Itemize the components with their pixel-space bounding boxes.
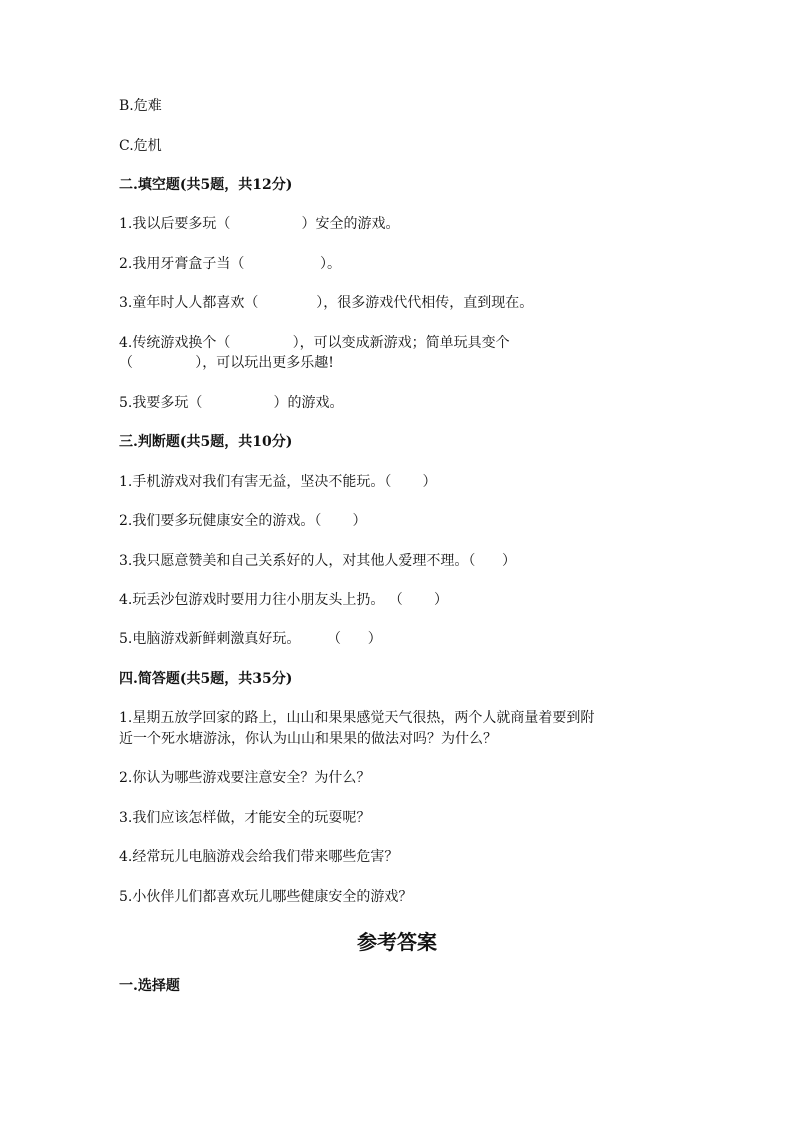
fill-blank-question-3: 3.童年时人人都喜欢（ ），很多游戏代代相传，直到现在。 bbox=[119, 295, 534, 311]
section-heading-fill-blank: 二.填空题(共5题，共12分) bbox=[119, 177, 293, 193]
short-answer-question-5: 5.小伙伴儿们都喜欢玩儿哪些健康安全的游戏？ bbox=[119, 889, 413, 905]
section-heading-judgement: 三.判断题(共5题，共10分) bbox=[119, 434, 293, 450]
answers-section-choice: 一.选择题 bbox=[119, 978, 180, 994]
short-answer-question-4: 4.经常玩儿电脑游戏会给我们带来哪些危害？ bbox=[119, 849, 399, 865]
short-answer-question-1-line-1: 1.星期五放学回家的路上，山山和果果感觉天气很热，两个人就商量着要到附 bbox=[119, 710, 595, 726]
fill-blank-question-4-line-1: 4.传统游戏换个（ ），可以变成新游戏；简单玩具变个 bbox=[119, 335, 510, 351]
short-answer-question-1-line-2: 近一个死水塘游泳，你认为山山和果果的做法对吗？为什么？ bbox=[119, 731, 497, 747]
short-answer-question-3: 3.我们应该怎样做，才能安全的玩耍呢？ bbox=[119, 810, 371, 826]
judgement-question-3: 3.我只愿意赞美和自己关系好的人，对其他人爱理不理。（ ） bbox=[119, 553, 517, 569]
judgement-question-2: 2.我们要多玩健康安全的游戏。（ ） bbox=[119, 513, 367, 529]
section-heading-short-answer: 四.简答题(共5题，共35分) bbox=[119, 671, 293, 687]
option-b: B.危难 bbox=[119, 98, 162, 114]
fill-blank-question-4-line-2: （ ），可以玩出更多乐趣! bbox=[119, 355, 334, 371]
fill-blank-question-2: 2.我用牙膏盒子当（ ）。 bbox=[119, 256, 342, 272]
answers-title: 参考答案 bbox=[357, 930, 437, 954]
option-c: C.危机 bbox=[119, 138, 162, 154]
short-answer-question-2: 2.你认为哪些游戏要注意安全？为什么？ bbox=[119, 770, 371, 786]
fill-blank-question-1: 1.我以后要多玩（ ）安全的游戏。 bbox=[119, 216, 400, 232]
judgement-question-4: 4.玩丢沙包游戏时要用力往小朋友头上扔。 （ ） bbox=[119, 592, 448, 608]
judgement-question-5: 5.电脑游戏新鲜刺激真好玩。 （ ） bbox=[119, 631, 382, 647]
judgement-question-1: 1.手机游戏对我们有害无益，坚决不能玩。（ ） bbox=[119, 474, 437, 490]
fill-blank-question-5: 5.我要多玩（ ）的游戏。 bbox=[119, 395, 344, 411]
